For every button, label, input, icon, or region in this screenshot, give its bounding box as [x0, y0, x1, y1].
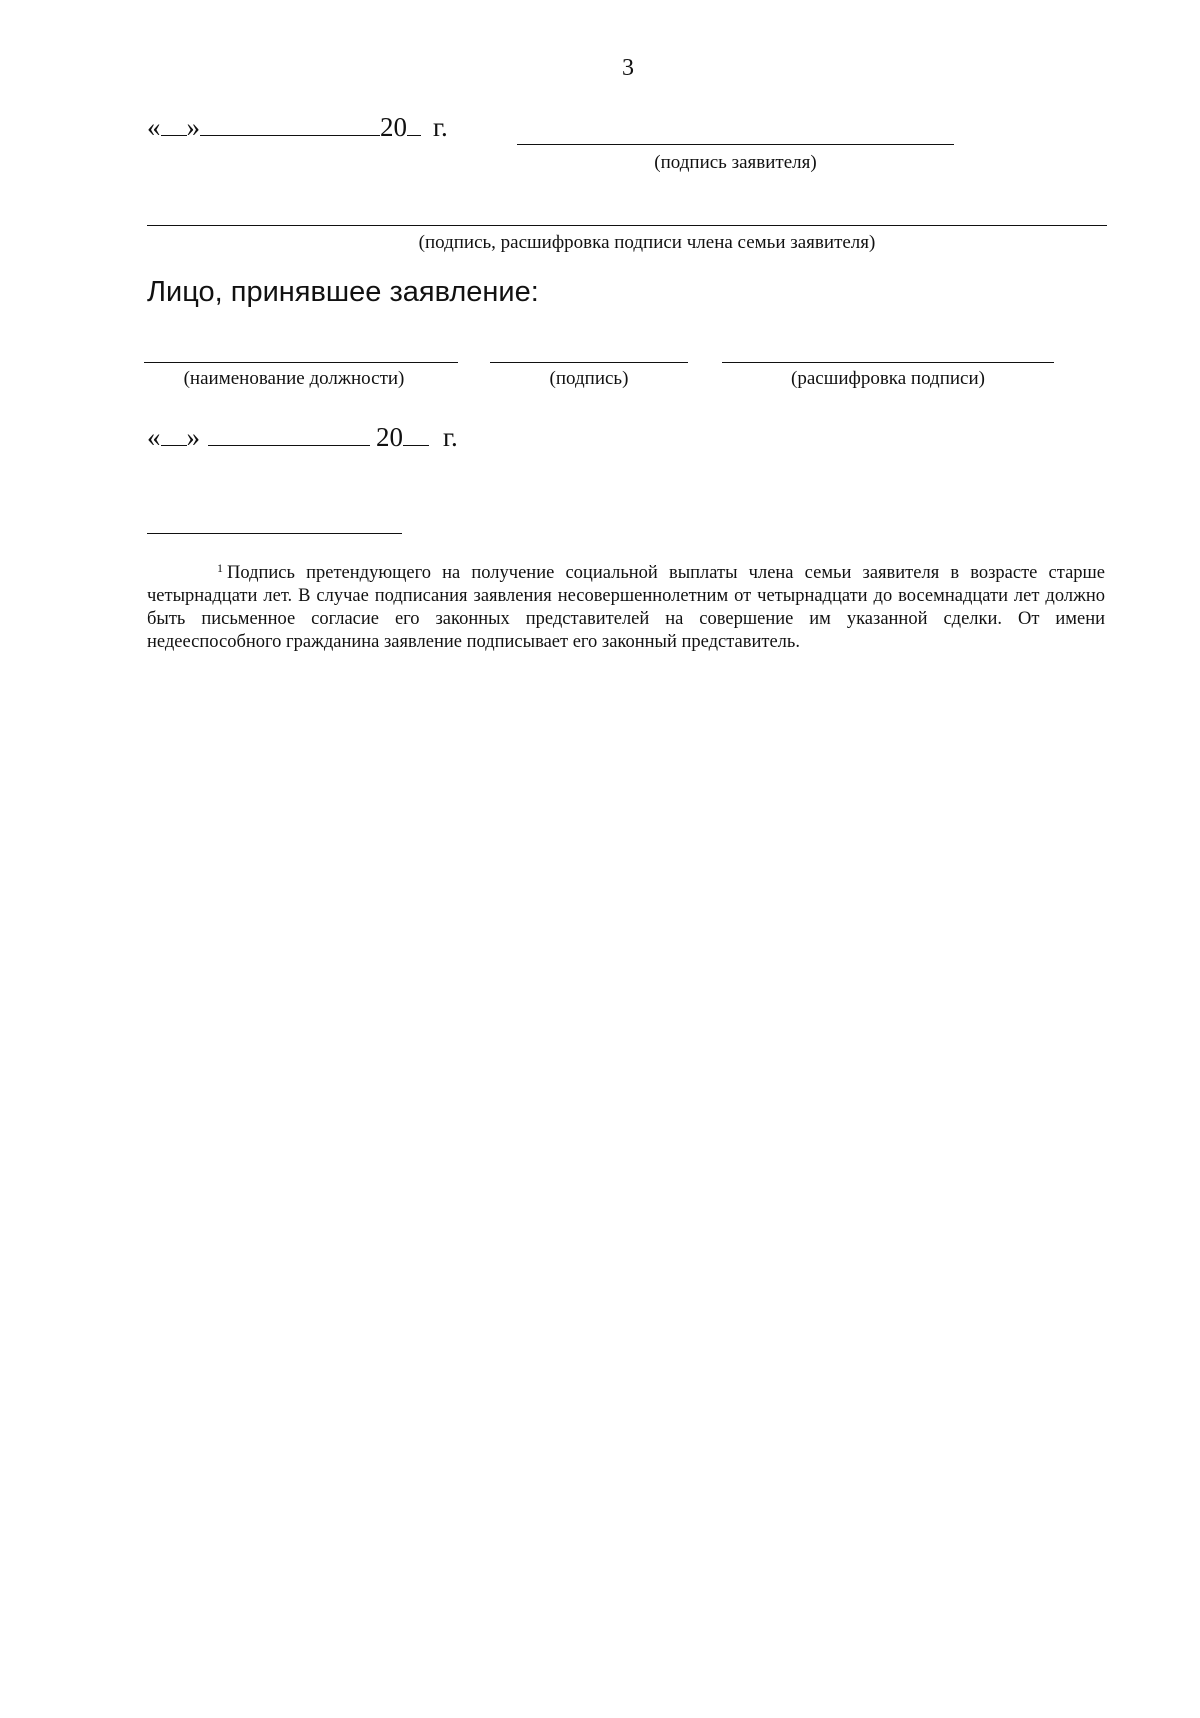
footnote-text: Подпись претендующего на получение социальной выплаты члена семьи заявителя в возрасте старше четырнадцати лет. В случае подписания заявления несовершеннолетним от четырнадцати до восемнадцати лет должно быть письменное согласие его законных представителей на совершение им указанной сделки. От имени недееспособного гражданина заявление подписывает его законный представитель. — [147, 563, 1105, 652]
footnote-separator — [147, 533, 402, 534]
footnote-marker: 1 — [217, 561, 223, 575]
year-blank[interactable] — [403, 423, 429, 446]
receiver-signature-caption: (подпись) — [549, 368, 629, 389]
date-close-quote: » — [186, 112, 200, 142]
receiver-heading: Лицо, принявшее заявление: — [147, 276, 539, 308]
date-open-quote: « — [147, 422, 161, 452]
year-prefix: 20 — [380, 112, 407, 142]
receiver-signature-line[interactable] — [490, 362, 688, 363]
family-member-signature-caption: (подпись, расшифровка подписи члена семьи заявителя) — [418, 232, 876, 253]
day-blank[interactable] — [161, 423, 187, 446]
footnote — [147, 557, 1105, 654]
day-blank[interactable] — [161, 113, 187, 136]
applicant-signature-caption: (подпись заявителя) — [654, 152, 817, 173]
signature-decode-line[interactable] — [722, 362, 1054, 363]
family-member-signature-line[interactable] — [147, 225, 1107, 226]
receiver-date-field[interactable] — [147, 422, 458, 453]
position-caption: (наименование должности) — [183, 368, 405, 389]
year-suffix: г. — [433, 112, 448, 142]
month-blank[interactable] — [208, 423, 370, 446]
applicant-signature-line[interactable] — [517, 144, 954, 145]
year-prefix: 20 — [376, 422, 403, 452]
month-blank[interactable] — [200, 113, 380, 136]
page-number: 3 — [622, 55, 634, 81]
year-blank[interactable] — [407, 113, 421, 136]
year-suffix: г. — [443, 422, 458, 452]
date-open-quote: « — [147, 112, 161, 142]
date-close-quote: » — [186, 422, 200, 452]
signature-decode-caption: (расшифровка подписи) — [791, 368, 985, 389]
applicant-date-field[interactable] — [147, 112, 448, 143]
position-line[interactable] — [144, 362, 458, 363]
